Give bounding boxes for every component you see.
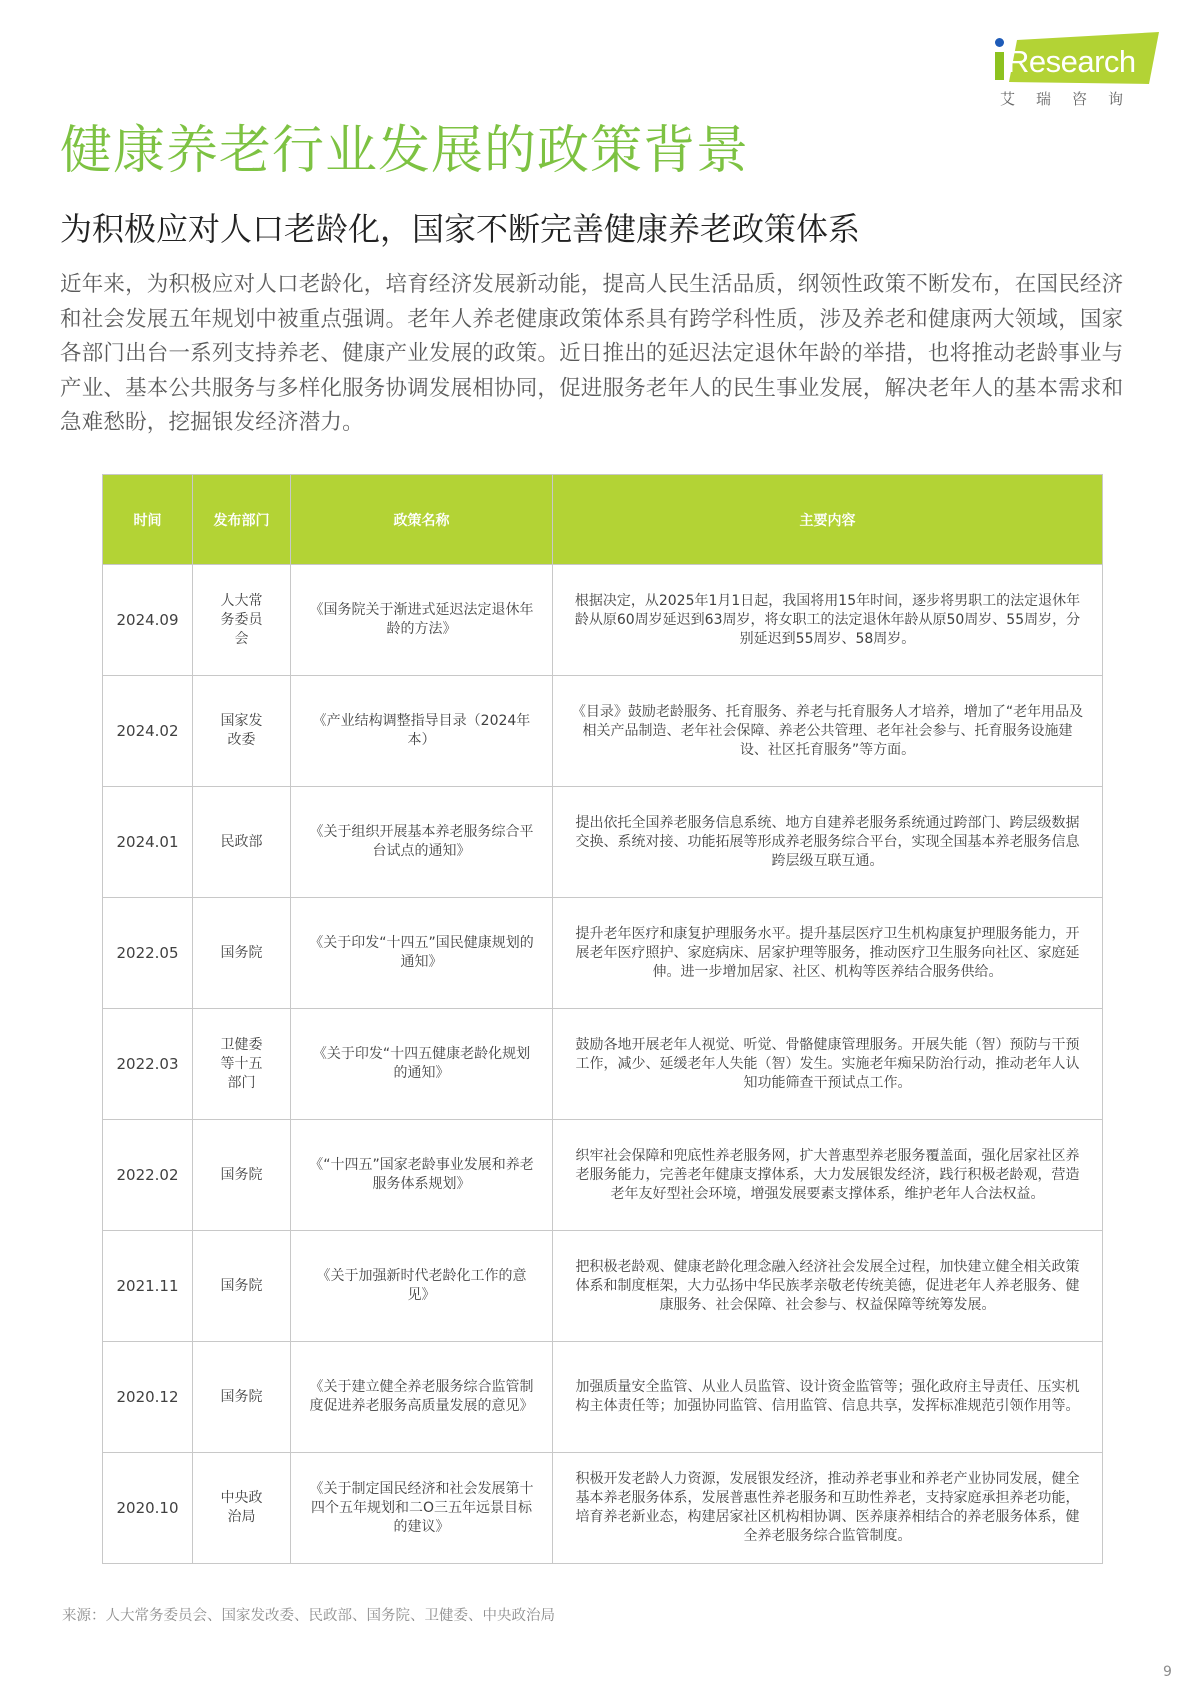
cell-date: 2020.12 — [103, 1342, 193, 1453]
cell-policy-name: 《国务院关于渐进式延迟法定退休年龄的方法》 — [291, 565, 553, 676]
cell-policy-name: 《产业结构调整指导目录（2024年本） — [291, 676, 553, 787]
logo-brand-text: Research — [1007, 44, 1136, 79]
table-row — [103, 1231, 1103, 1342]
cell-main-content: 加强质量安全监管、从业人员监管、设计资金监管等；强化政府主导责任、压实机构主体责任等；加强协同监管、信用监管、信息共享，发挥标准规范引领作用等。 — [553, 1342, 1103, 1453]
table-row — [103, 898, 1103, 1009]
column-header-policy-name: 政策名称 — [291, 475, 553, 565]
cell-department: 国务院 — [193, 1231, 291, 1342]
table-row — [103, 787, 1103, 898]
cell-main-content: 《目录》鼓励老龄服务、托育服务、养老与托育服务人才培养，增加了“老年用品及相关产品制造、老年社会保障、养老公共管理、老年社会参与、托育服务设施建设、社区托育服务”等方面。 — [553, 676, 1103, 787]
cell-date: 2024.01 — [103, 787, 193, 898]
cell-main-content: 把积极老龄观、健康老龄化理念融入经济社会发展全过程，加快建立健全相关政策体系和制度框架，大力弘扬中华民族孝亲敬老传统美德，促进老年人养老服务、健康服务、社会保障、社会参与、权益保障等统筹发展。 — [553, 1231, 1103, 1342]
cell-main-content: 根据决定，从2025年1月1日起，我国将用15年时间，逐步将男职工的法定退休年龄从原60周岁延迟到63周岁，将女职工的法定退休年龄从原50周岁、55周岁，分别延迟到55周岁、58周岁。 — [553, 565, 1103, 676]
cell-date: 2020.10 — [103, 1453, 193, 1564]
logo-chinese-name: 艾瑞咨询 — [1000, 90, 1145, 108]
table-row — [103, 565, 1103, 676]
cell-date: 2022.02 — [103, 1120, 193, 1231]
table-row — [103, 1453, 1103, 1564]
table-row — [103, 1009, 1103, 1120]
cell-policy-name: 《“十四五”国家老龄事业发展和养老服务体系规划》 — [291, 1120, 553, 1231]
cell-date: 2022.05 — [103, 898, 193, 1009]
cell-department: 国务院 — [193, 898, 291, 1009]
cell-department: 国家发改委 — [193, 676, 291, 787]
cell-main-content: 提升老年医疗和康复护理服务水平。提升基层医疗卫生机构康复护理服务能力，开展老年医疗照护、家庭病床、居家护理等服务，推动医疗卫生服务向社区、家庭延伸。进一步增加居家、社区、机构等医养结合服务供给。 — [553, 898, 1103, 1009]
page-title: 健康养老行业发展的政策背景 — [60, 121, 750, 181]
intro-paragraph: 近年来，为积极应对人口老龄化，培育经济发展新动能，提高人民生活品质，纲领性政策不断发布，在国民经济和社会发展五年规划中被重点强调。老年人养老健康政策体系具有跨学科性质，涉及养老和健康两大领域，国家各部门出台一系列支持养老、健康产业发展的政策。近日推出的延迟法定退休年龄的举措，也将推动老龄事业与产业、基本公共服务与多样化服务协调发展相协同，促进服务老年人的民生事业发展，解决老年人的基本需求和急难愁盼，挖掘银发经济潜力。 — [60, 272, 1124, 435]
cell-date: 2024.02 — [103, 676, 193, 787]
source-note: 来源：人大常务委员会、国家发改委、民政部、国务院、卫健委、中央政治局 — [62, 1608, 555, 1624]
cell-main-content: 提出依托全国养老服务信息系统、地方自建养老服务系统通过跨部门、跨层级数据交换、系统对接、功能拓展等形成养老服务综合平台，实现全国基本养老服务信息跨层级互联互通。 — [553, 787, 1103, 898]
logo-i-stem-icon — [995, 52, 1004, 80]
page-subtitle: 为积极应对人口老龄化，国家不断完善健康养老政策体系 — [60, 210, 861, 248]
column-header-date: 时间 — [103, 475, 193, 565]
column-header-department: 发布部门 — [193, 475, 291, 565]
cell-department: 人大常务委员会 — [193, 565, 291, 676]
cell-department: 国务院 — [193, 1342, 291, 1453]
cell-policy-name: 《关于建立健全养老服务综合监管制度促进养老服务高质量发展的意见》 — [291, 1342, 553, 1453]
table-row — [103, 1342, 1103, 1453]
cell-policy-name: 《关于印发“十四五健康老龄化规划的通知》 — [291, 1009, 553, 1120]
cell-main-content: 织牢社会保障和兜底性养老服务网，扩大普惠型养老服务覆盖面，强化居家社区养老服务能力，完善老年健康支撑体系，大力发展银发经济，践行积极老龄观，营造老年友好型社会环境，增强发展要素支撑体系，维护老年人合法权益。 — [553, 1120, 1103, 1231]
table-row — [103, 1120, 1103, 1231]
cell-policy-name: 《关于印发“十四五”国民健康规划的通知》 — [291, 898, 553, 1009]
cell-policy-name: 《关于组织开展基本养老服务综合平台试点的通知》 — [291, 787, 553, 898]
cell-department: 民政部 — [193, 787, 291, 898]
cell-department: 中央政治局 — [193, 1453, 291, 1564]
cell-policy-name: 《关于制定国民经济和社会发展第十四个五年规划和二O三五年远景目标的建议》 — [291, 1453, 553, 1564]
column-header-main-content: 主要内容 — [553, 475, 1103, 565]
cell-department: 卫健委等十五部门 — [193, 1009, 291, 1120]
policy-table — [102, 474, 1103, 1564]
page-number: 9 — [1163, 1664, 1172, 1680]
cell-date: 2021.11 — [103, 1231, 193, 1342]
cell-department: 国务院 — [193, 1120, 291, 1231]
cell-date: 2022.03 — [103, 1009, 193, 1120]
table-row — [103, 676, 1103, 787]
table-header-row — [103, 475, 1103, 565]
cell-main-content: 积极开发老龄人力资源，发展银发经济，推动养老事业和养老产业协同发展，健全基本养老服务体系，发展普惠性养老服务和互助性养老，支持家庭承担养老功能，培育养老新业态，构建居家社区机构相协调、医养康养相结合的养老服务体系，健全养老服务综合监管制度。 — [553, 1453, 1103, 1564]
cell-policy-name: 《关于加强新时代老龄化工作的意见》 — [291, 1231, 553, 1342]
cell-main-content: 鼓励各地开展老年人视觉、听觉、骨骼健康管理服务。开展失能（智）预防与干预工作，减少、延缓老年人失能（智）发生。实施老年痴呆防治行动，推动老年人认知功能筛查干预试点工作。 — [553, 1009, 1103, 1120]
cell-date: 2024.09 — [103, 565, 193, 676]
logo-i-dot-icon — [995, 38, 1004, 47]
iresearch-logo — [995, 30, 1165, 110]
